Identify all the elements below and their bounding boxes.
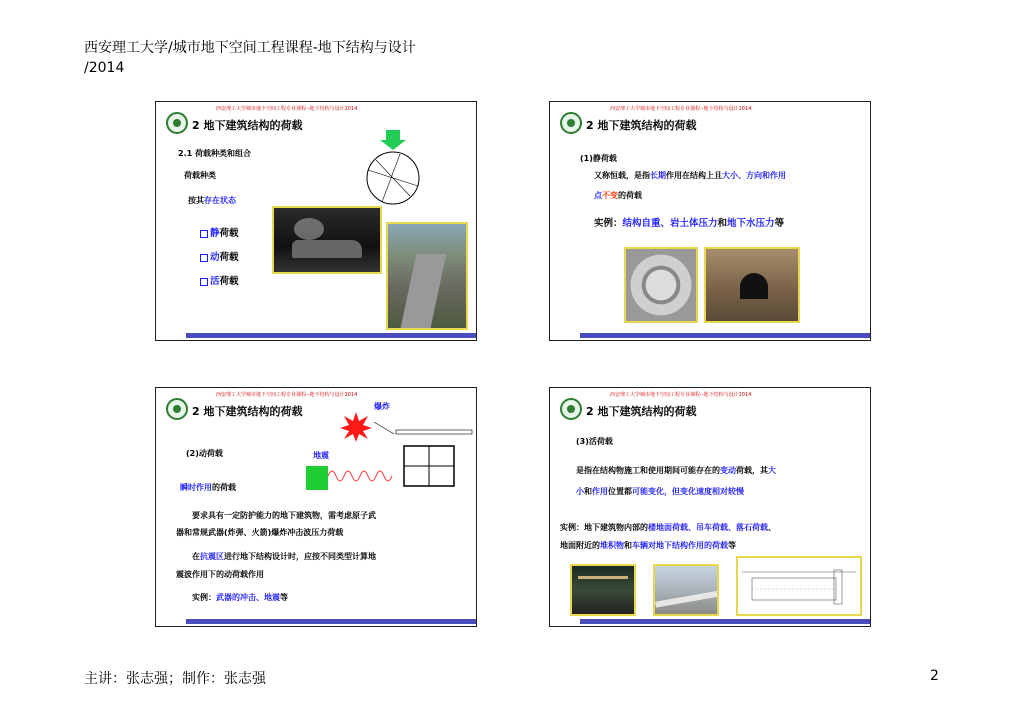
footer-bar xyxy=(186,333,476,338)
slide-header: 西安理工大学城市地下空间工程专业课程--地下结构与设计2014 xyxy=(216,392,358,398)
traffic-photo xyxy=(386,222,468,330)
dynamic-load-p2-line2: 震波作用下的动荷载作用 xyxy=(176,570,264,579)
slide-header: 西安理工大学城市地下空间工程专业课程--地下结构与设计2014 xyxy=(216,106,358,112)
quake-label: 地震 xyxy=(313,451,329,460)
section-drawing-lines xyxy=(738,558,860,614)
static-load-def-line1: 又称恒载，是指长期作用在结构上且大小、方向和作用 xyxy=(594,171,786,180)
footer-bar xyxy=(580,619,870,624)
live-load-def-line2: 小和作用位置都可能变化，但变化速度相对较慢 xyxy=(576,487,744,496)
university-logo xyxy=(560,398,582,420)
elevated-road-photo xyxy=(653,564,719,616)
live-load-example-line1: 实例：地下建筑物内部的楼地面荷载、吊车荷载、落石荷载、 xyxy=(560,523,776,532)
slide-2 xyxy=(549,101,871,341)
live-load-example-line2: 地面附近的堆积物和车辆对地下结构作用的荷载等 xyxy=(560,541,736,550)
seismic-wave-icon xyxy=(328,464,398,486)
dynamic-load-p1-line1: 要求具有一定防护能力的地下建筑物，需考虑原子武 xyxy=(192,511,376,520)
slide-header: 西安理工大学城市地下空间工程专业课程--地下结构与设计2014 xyxy=(610,106,752,112)
dynamic-load-example: 实例：武器的冲击、地震等 xyxy=(192,593,288,602)
underground-interior-photo xyxy=(570,564,636,616)
university-logo xyxy=(166,398,188,420)
static-load-heading: (1)静荷载 xyxy=(580,154,617,163)
slide-title: 2 地下建筑结构的荷载 xyxy=(586,405,697,418)
blast-label: 爆炸 xyxy=(374,402,390,411)
explosion-icon xyxy=(340,412,372,442)
dynamic-load-heading: (2)动荷载 xyxy=(186,449,223,458)
section-title: 2.1 荷载种类和组合 xyxy=(178,149,251,158)
by-state: 按其存在状态 xyxy=(188,196,236,205)
live-load-def-line1: 是指在结构物施工和使用期间可能存在的变动荷载，其大 xyxy=(576,466,776,475)
page-footer: 主讲：张志强；制作：张志强 xyxy=(84,671,266,687)
header-line-1: 西安理工大学/城市地下空间工程课程-地下结构与设计 xyxy=(84,40,416,56)
slide-title: 2 地下建筑结构的荷载 xyxy=(192,119,303,132)
slide-title: 2 地下建筑结构的荷载 xyxy=(192,405,303,418)
slide-1 xyxy=(155,101,477,341)
dynamic-load-p2-line1: 在抗震区进行地下结构设计时，应按不同类型计算地 xyxy=(192,552,376,561)
quake-source-icon xyxy=(306,466,328,490)
page-header xyxy=(84,38,416,78)
load-kinds: 荷载种类 xyxy=(184,171,216,180)
live-load-item: 活荷载 xyxy=(200,273,239,287)
live-load-heading: (3)活荷载 xyxy=(576,437,613,446)
slide-title: 2 地下建筑结构的荷载 xyxy=(586,119,697,132)
tunnel-ring-photo xyxy=(624,247,698,323)
static-load-item: 静荷载 xyxy=(200,225,239,239)
static-load-example: 实例：结构自重、岩土体压力和地下水压力等 xyxy=(594,218,785,229)
header-line-2: /2014 xyxy=(84,60,125,76)
footer-bar xyxy=(580,333,870,338)
slide-3 xyxy=(155,387,477,627)
slide-4 xyxy=(549,387,871,627)
page-number: 2 xyxy=(930,668,939,684)
structure-section-drawing xyxy=(736,556,862,616)
footer-bar xyxy=(186,619,476,624)
dynamic-load-item: 动荷载 xyxy=(200,249,239,263)
tunnel-load-diagram xyxy=(356,130,431,210)
slide-header: 西安理工大学城市地下空间工程专业课程--地下结构与设计2014 xyxy=(610,392,752,398)
university-logo xyxy=(166,112,188,134)
car-crash-photo xyxy=(272,206,382,274)
dynamic-load-p1-line2: 器和常规武器(炸弹、火箭)爆炸冲击波压力荷载 xyxy=(176,528,344,537)
instant-action: 瞬时作用的荷载 xyxy=(180,483,236,492)
tunnel-portal-photo xyxy=(704,247,800,323)
static-load-def-line2: 点不变的荷载 xyxy=(594,191,642,200)
university-logo xyxy=(560,112,582,134)
